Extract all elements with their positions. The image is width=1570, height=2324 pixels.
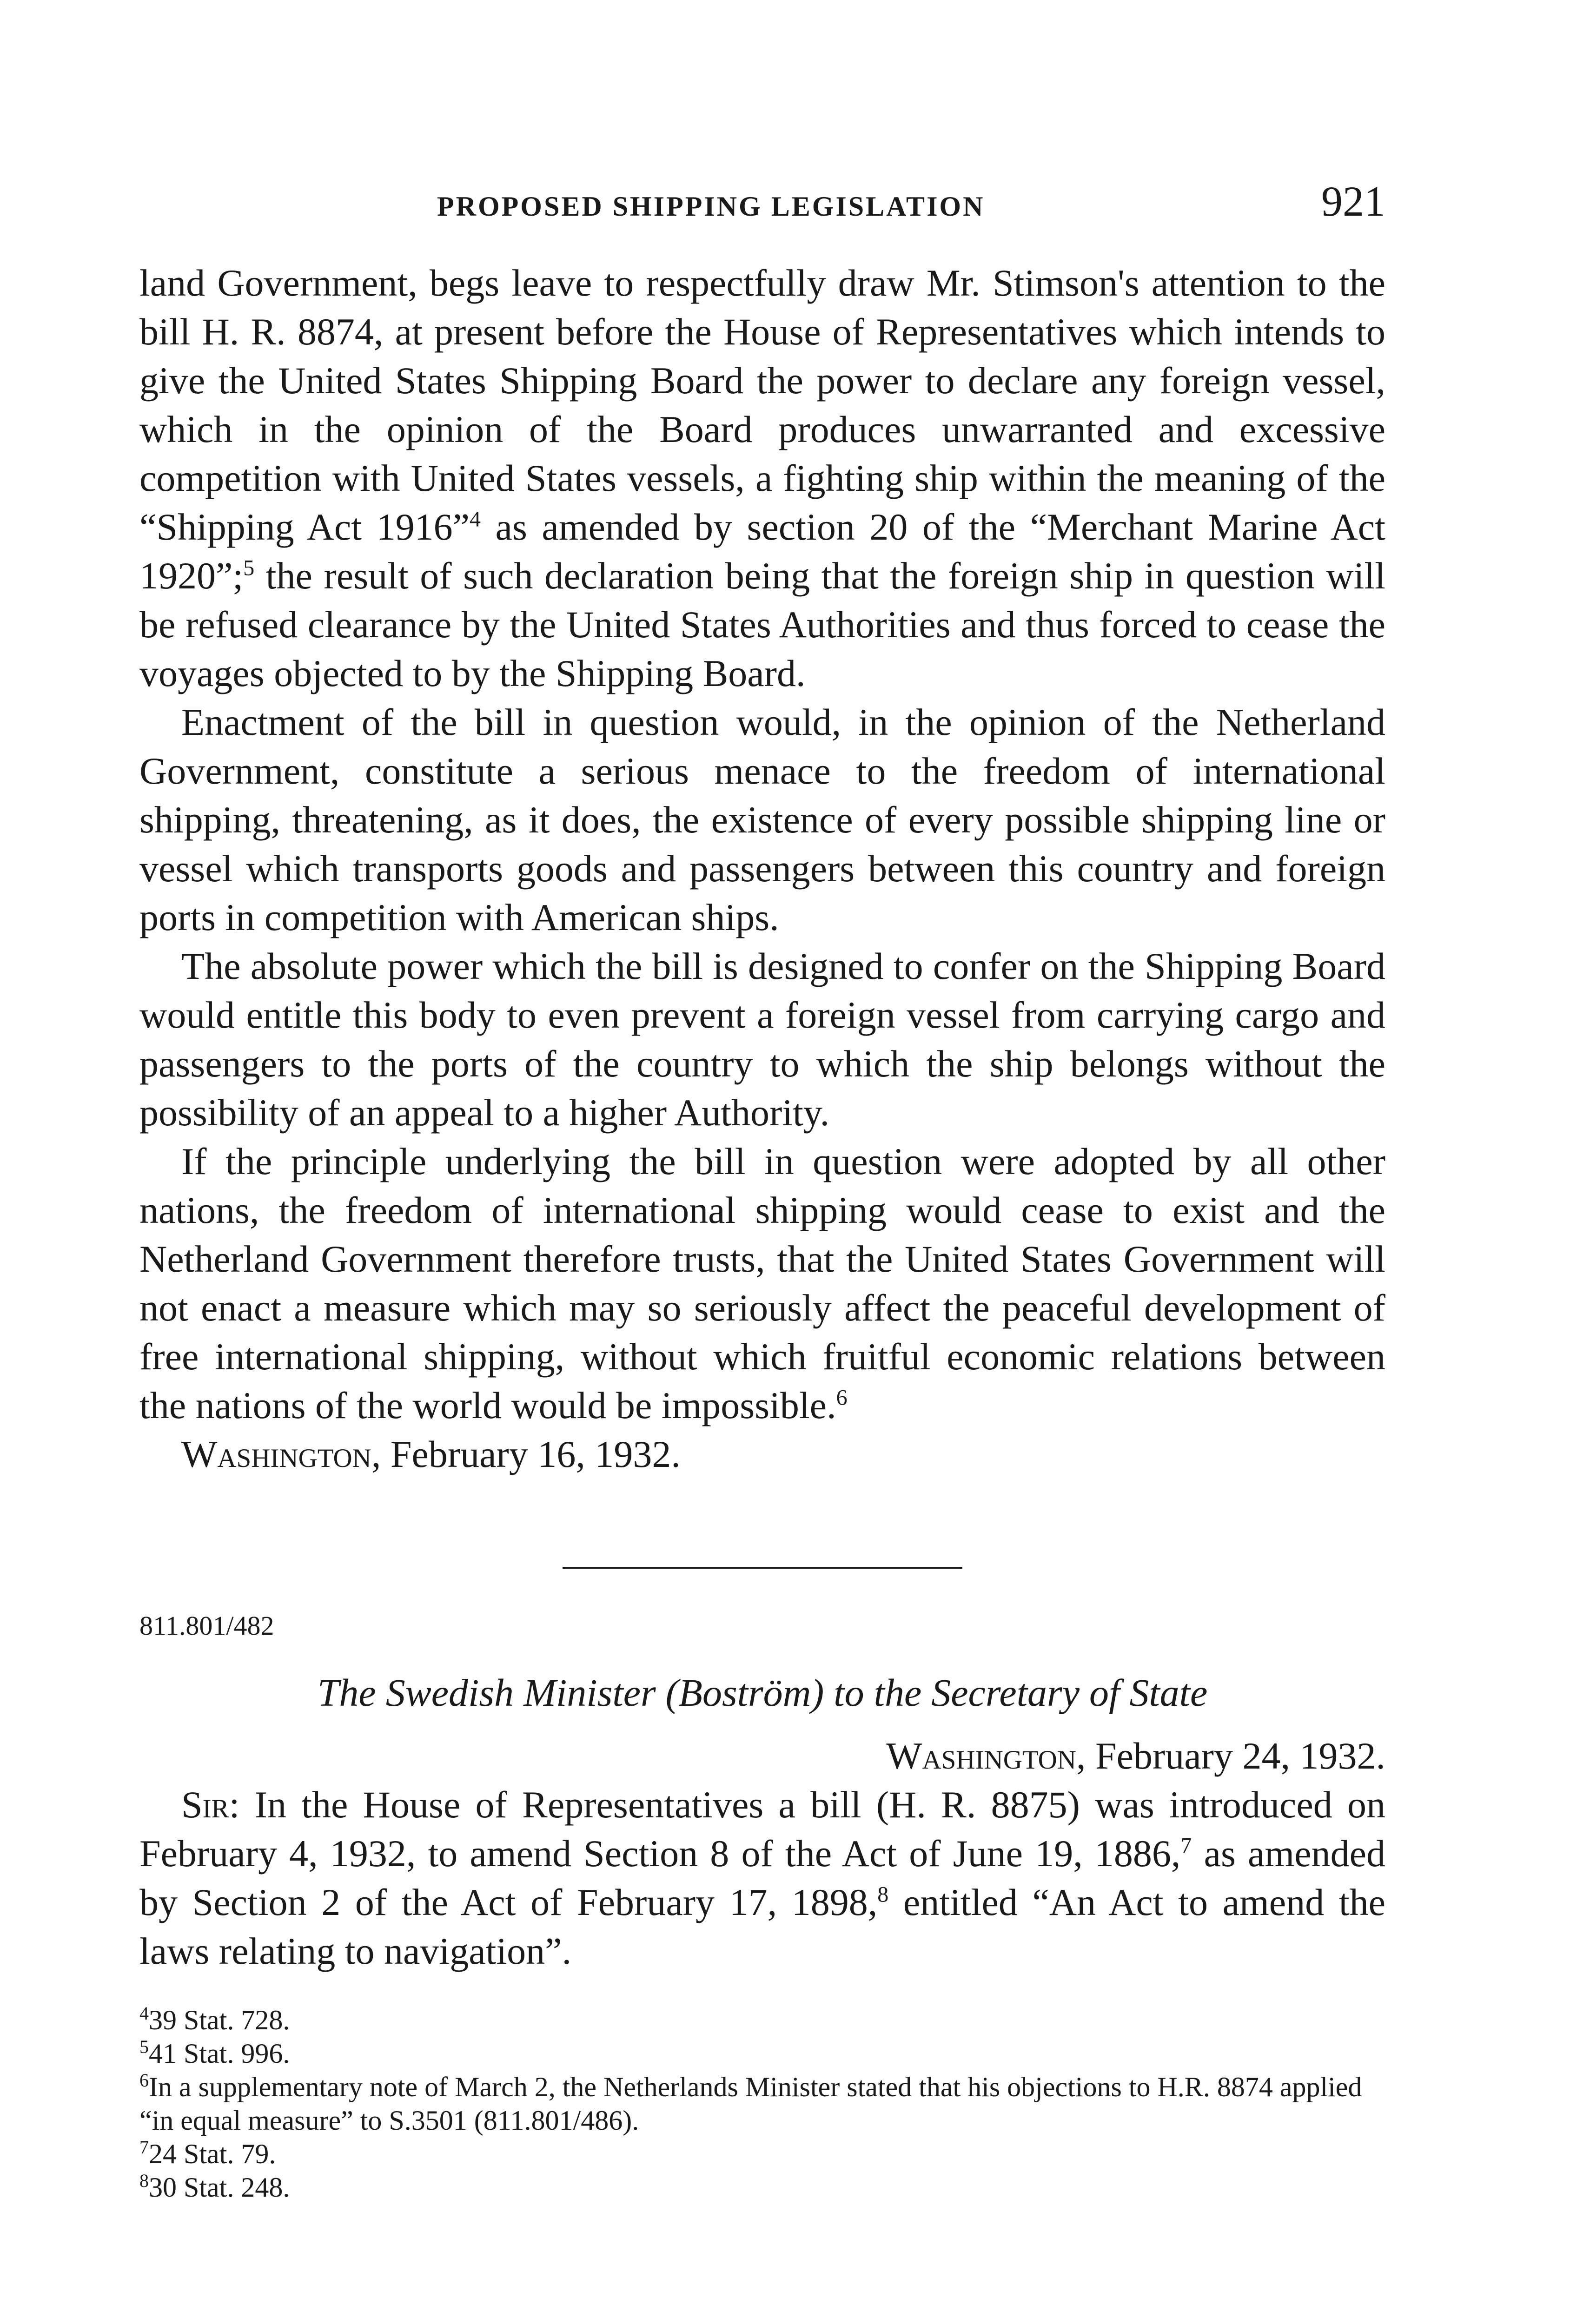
paragraph-4 xyxy=(139,1137,1385,1430)
footnote-ref-7: 7 xyxy=(1180,1833,1192,1858)
footnote-4 xyxy=(139,2003,1385,2037)
file-number: 811.801/482 xyxy=(139,1611,274,1641)
footnote-4-mark: 4 xyxy=(139,2003,149,2024)
footnote-ref-8: 8 xyxy=(877,1882,889,1907)
dateline-2-date: , February 24, 1932. xyxy=(1076,1735,1385,1777)
body-text xyxy=(139,258,1385,1975)
paragraph-1 xyxy=(139,258,1385,698)
running-head-title: PROPOSED SHIPPING LEGISLATION xyxy=(437,191,985,222)
footnote-ref-6: 6 xyxy=(836,1385,848,1410)
page-number: 921 xyxy=(1321,178,1385,225)
footnote-7-mark: 7 xyxy=(139,2137,149,2158)
letter-text-b: as amended by Section 2 of the Act of February 17, 1898, xyxy=(139,1832,1386,1923)
paragraph-1-text-a: land Government, begs leave to respectfully draw Mr. Stimson's attention to the bill H. R. 8874, at present before the House of Representatives which intends to give the United States Shipping Board the power to declare any foreign vessel, which in the opinion of the Board produces unwarranted and excessive competition with United States vessels, a fighting ship within the meaning of the “Shipping Act 1916” xyxy=(139,262,1385,548)
footnote-6-text: In a supplementary note of March 2, the Netherlands Minister stated that his objections to H.R. 8874 applied “in equal measure” to S.3501 (811.801/486). xyxy=(139,2072,1362,2136)
footnote-5 xyxy=(139,2037,1385,2070)
document-heading: The Swedish Minister (Boström) to the Secretary of State xyxy=(317,1671,1208,1715)
paragraph-2: Enactment of the bill in question would, in the opinion of the Netherland Government, constitute a serious menace to the freedom of international shipping, threatening, as it does, the existence of every possible shipping line or vessel which transports goods and passengers between this country and foreign ports in competition with American ships. xyxy=(139,701,1385,938)
footnote-6-mark: 6 xyxy=(139,2070,149,2091)
paragraph-4-text: If the principle underlying the bill in question were adopted by all other nations, the freedom of international shipping would cease to exist and the Netherland Government therefore trusts, that the United States Government will not enact a measure which may so seriously affect the peaceful development of free international shipping, without which fruitful economic relations between the nations of the world would be impossible. xyxy=(139,1140,1385,1426)
dateline-2 xyxy=(139,1731,1385,1780)
paragraph-1-text-b: as amended by section 20 of the “Merchant Marine Act 1920”; xyxy=(139,506,1385,597)
document-page xyxy=(139,177,1385,2204)
footnote-5-text: 41 Stat. 996. xyxy=(149,2038,290,2069)
dateline-1-date: , February 16, 1932. xyxy=(371,1433,681,1475)
paragraph-1-text-c: the result of such declaration being that the foreign ship in question will be refused clearance by the United States Authorities and thus forced to cease the voyages objected to by the Shipping Board. xyxy=(139,555,1385,694)
letter-text-a: : In the House of Representatives a bill (H. R. 8875) was introduced on February 4, 1932, to amend Section 8 of the Act of June 19, 1886, xyxy=(139,1783,1385,1875)
footnote-6 xyxy=(139,2070,1385,2137)
running-head xyxy=(139,177,1385,226)
footnote-ref-4: 4 xyxy=(469,507,481,532)
dateline-2-place: Washington xyxy=(886,1735,1076,1777)
footnote-7-text: 24 Stat. 79. xyxy=(149,2139,276,2169)
salutation: Sir xyxy=(181,1783,229,1826)
footnote-8-mark: 8 xyxy=(139,2170,149,2191)
section-divider xyxy=(563,1567,962,1569)
footnote-8 xyxy=(139,2171,1385,2204)
paragraph-3: The absolute power which the bill is designed to confer on the Shipping Board would entitle this body to even prevent a foreign vessel from carrying cargo and passengers to the ports of the country to which the ship belongs without the possibility of an appeal to a higher Authority. xyxy=(139,945,1385,1134)
footnote-ref-5: 5 xyxy=(243,555,255,581)
letter-body xyxy=(139,1780,1385,1975)
footnote-4-text: 39 Stat. 728. xyxy=(149,2005,290,2035)
footnote-7 xyxy=(139,2137,1385,2171)
letter-text-c: entitled “An Act to amend the laws relating to navigation”. xyxy=(139,1881,1386,1972)
footnotes xyxy=(139,2003,1385,2204)
dateline-1 xyxy=(139,1430,1385,1479)
footnote-5-mark: 5 xyxy=(139,2036,149,2057)
dateline-1-place: Washington xyxy=(181,1433,371,1475)
footnote-8-text: 30 Stat. 248. xyxy=(149,2172,290,2203)
